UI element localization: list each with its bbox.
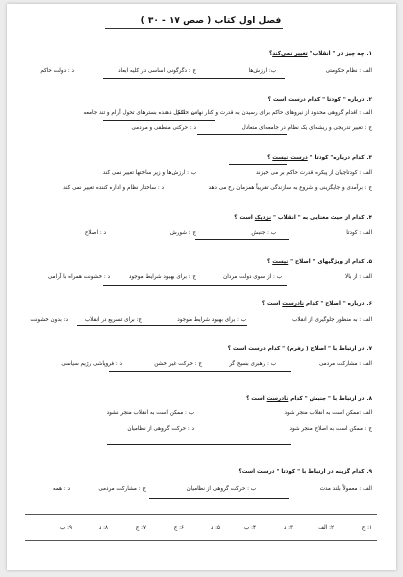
q9-option-d[interactable]: د : همه [52,486,70,492]
q7-option-d[interactable]: د : فروپاشی رژیم سیاسی [61,361,122,367]
answer-key-9: ۹: ب [60,525,72,531]
answer-key-top-rule [25,514,377,515]
q8-option-a[interactable]: الف :ممکن است به انقلاب منجر شود [284,410,372,416]
question-3-mark: ؟ [267,155,273,161]
q3-option-b[interactable]: ب : ارزش‌ها و زیر ساختها تغییر نمی کند [102,170,196,176]
question-1-emphasis: تغییر نمی‌کند [272,51,308,57]
q5-option-a[interactable]: الف : از بالا [345,274,372,280]
q9-option-b[interactable]: ب : حرکت گروهی از نظامیان [186,486,256,492]
page-title: فصل اول کتاب ( صص ۱۷ - ۳۰ ) [140,16,282,26]
question-6-emphasis: نادرست [282,301,305,307]
q7-option-b[interactable]: ب : رهبری بسیج گر [229,361,276,367]
q2-answer-line [103,120,215,121]
answer-key-5: ۵: د [210,525,220,531]
q6-option-d[interactable]: د: بدون خشونت [30,317,68,323]
q3-option-d[interactable]: د : ساختار نظام و اداره کننده تغییر نمی کند [63,185,164,191]
q2-option-c[interactable]: ج : تغییر تدریجی و ریشه‌ای یک نظام در جامعه‌ای متعادل [241,125,372,131]
q2-option-d[interactable]: د : حرکتی منطقی و مردمی [131,125,196,131]
answer-key-bottom-rule [25,540,377,541]
question-1 [269,51,372,58]
q4-option-a[interactable]: الف : کودتا [346,230,372,236]
question-9: ۹. کدام گزینه در ارتباط با " کودتا " درست است؟ [238,469,372,475]
q1-option-c[interactable]: ج : دگرگونی اساسی در کلیه ابعاد [118,68,196,74]
q6-option-b[interactable]: ب : برای بهبود شرایط موجود [177,317,246,323]
q7-option-c[interactable]: ج : حرکت غیر خشن [154,361,202,367]
question-6 [262,301,372,308]
question-8-emphasis: نادرست [266,396,289,402]
q8-answer-line [107,444,291,445]
q9-option-a[interactable]: الف : معمولاً بلند مدت [319,486,372,492]
q3-answer-line [229,164,287,165]
answer-key-2: ۲: الف [318,525,334,531]
q3-option-c[interactable]: ج : برآمدی و جایگزینی و شروع به سازندگی تقریباً همزمان رخ می دهد [208,185,372,191]
q5-option-c[interactable]: ج : برای بهبود شرایط موجود [128,274,196,280]
q9-option-c[interactable]: ج : مشارکت مردمی [98,486,146,492]
answer-key-3: ۳: د [283,525,293,531]
q2-option-a[interactable]: الف : اقدام گروهی محدود از نیروهای حاکم برای رسیدن به قدرت و کنار نهادن حاکم [177,110,372,116]
question-3 [267,155,372,162]
title-underline [105,28,283,29]
q6-answer-line [77,325,247,326]
question-1-mark: ؟ [268,51,273,57]
question-3-emphasis: درست نیست [272,155,308,161]
question-5 [267,259,372,266]
question-8-mark: است ؟ [246,396,267,402]
question-6-mark: است ؟ [261,301,283,307]
q4-option-d[interactable]: د : اصلاح [84,230,106,236]
q6-option-a[interactable]: الف : به منظور جلوگیری از انقلاب [292,317,372,323]
q2-answer-line-2 [197,134,287,135]
question-5-emphasis: نیست [272,259,289,265]
question-4 [234,215,372,222]
question-5-stem: ۵. کدام از ویژگیهای " اصلاح " [288,259,372,265]
answer-key-1: ۱: ج [361,525,372,531]
question-7: ۷. در ارتباط با " اصلاح ( رفرم) " کدام درست است ؟ [227,346,372,352]
q7-option-a[interactable]: الف : مشارکت مردمی [318,361,372,367]
q1-option-b[interactable]: ب: ارزش‌ها [248,68,276,74]
q5-option-b[interactable]: ب : از سوی دولت مردان [223,274,282,280]
worksheet-page [7,4,396,570]
q4-answer-line [195,239,289,240]
q1-option-a[interactable]: الف : نظام حکومتی [325,68,372,74]
q1-option-d[interactable]: د : دولت حاکم [40,68,74,74]
question-4-stem: ۴. کدام از حیث معنایی به " انقلاب " [271,215,372,221]
question-4-emphasis: نزدیک [254,215,272,221]
q3-option-a[interactable]: الف : کودتاچیان از پیکره قدرت حاکم بر می خیزند [256,170,372,176]
q8-option-d[interactable]: د : حرکت گروهی از نظامیان [127,426,194,432]
q7-answer-line [109,371,291,372]
question-5-mark: ؟ [267,259,273,265]
question-3-stem: ۳. کدام درباره" کودتا " [307,155,372,161]
q9-answer-line [149,498,289,499]
q4-option-c[interactable]: ج : شورش [169,230,196,236]
q6-option-c[interactable]: ج: برای تسریع در انقلاب [84,317,142,323]
question-4-mark: است ؟ [234,215,255,221]
q4-option-b[interactable]: ب : جنبش [251,230,276,236]
question-8 [246,396,372,403]
question-1-stem: ۱. چه چیز در " انقلاب" [307,51,372,57]
q8-option-b[interactable]: ب : ممکن است به انقلاب منجر نشود [106,410,194,416]
q5-answer-line [103,285,287,286]
q1-answer-line [103,78,285,79]
question-8-stem: ۸. در ارتباط با " جنبش " کدام [288,396,372,402]
answer-key-7: ۷: ج [135,525,146,531]
q5-option-d[interactable]: د : خشونت همراه با آرامی [47,274,110,280]
question-6-stem: ۶. درباره " اصلاح " کدام [304,301,372,307]
q2-option-b[interactable]: ب : شکل دهنده بسترهای تحول آرام و تند جامعه [83,110,196,116]
question-2: ۲. درباره " کودتا " کدام درست است ؟ [267,97,372,103]
answer-key-4: ۴: ب [244,525,256,531]
q8-option-c[interactable]: ج : ممکن است به اصلاح منجر شود [289,426,372,432]
answer-key-6: ۶: ج [173,525,184,531]
answer-key-8: ۸: د [98,525,108,531]
